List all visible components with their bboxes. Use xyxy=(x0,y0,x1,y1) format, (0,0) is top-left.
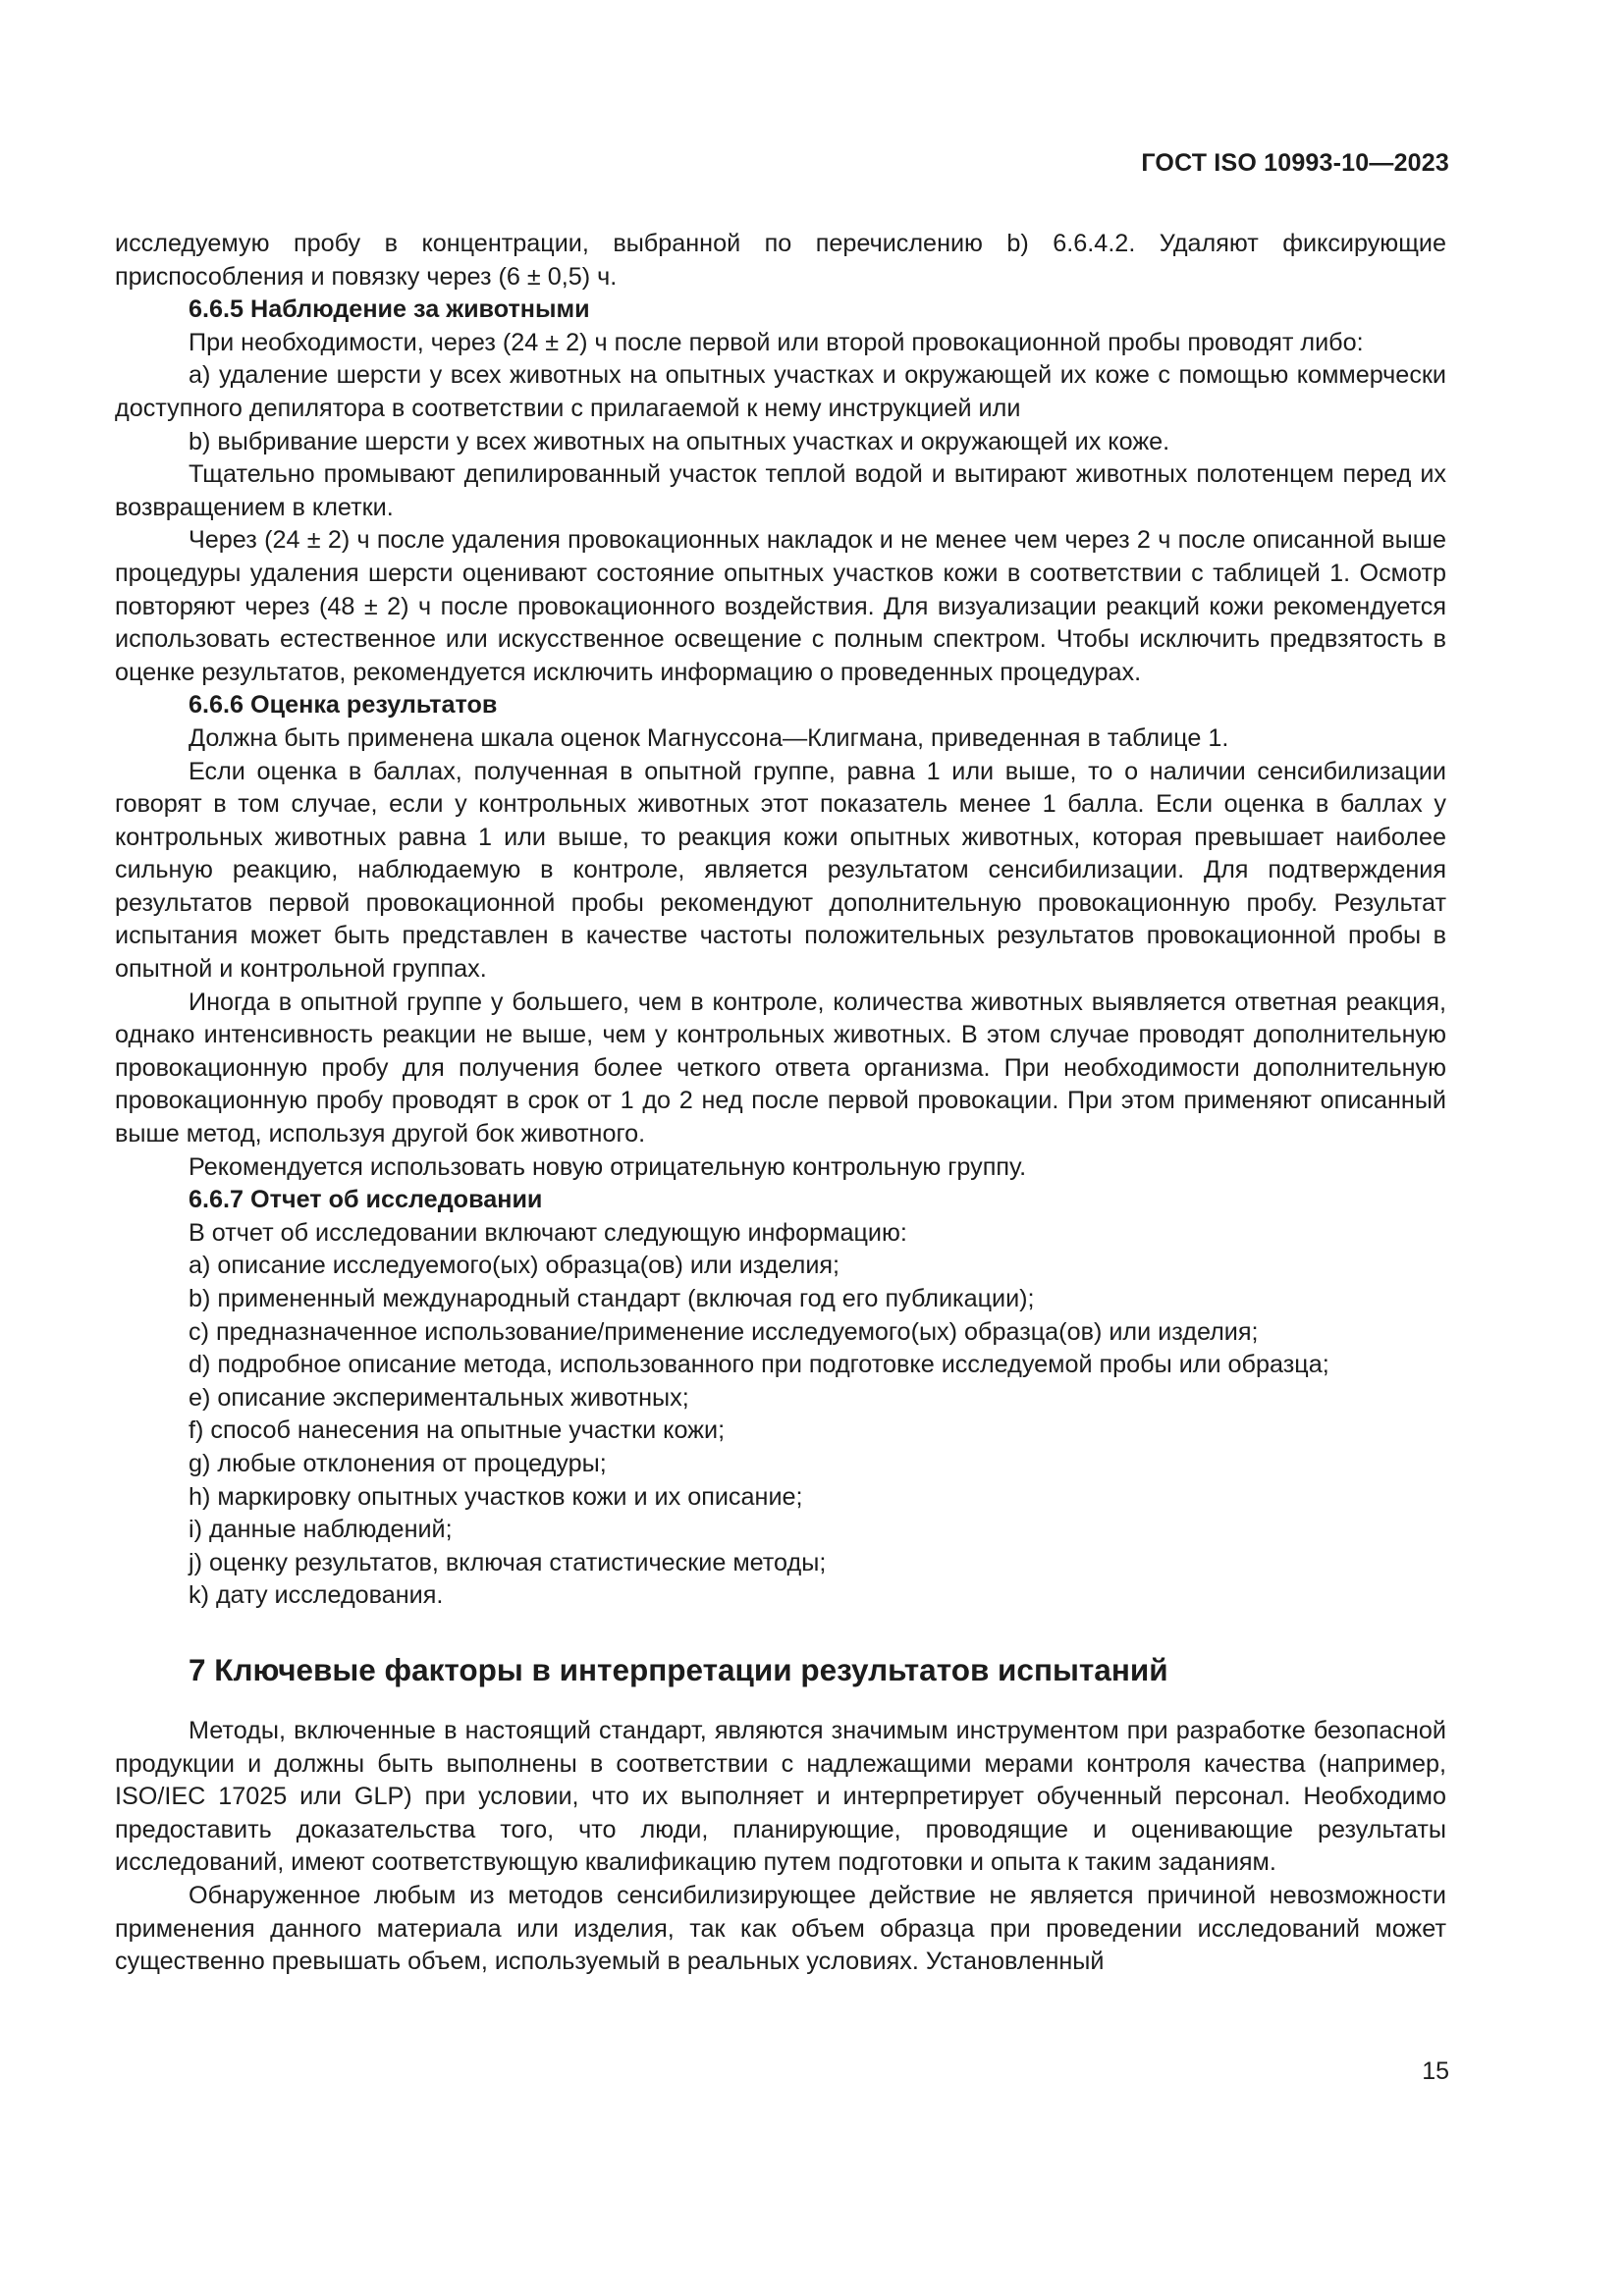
page-number: 15 xyxy=(1422,2057,1449,2085)
list-item: i) данные наблюдений; xyxy=(189,1516,453,1544)
list-item: В отчет об исследовании включают следующую информацию: xyxy=(189,1218,907,1247)
paragraph: Через (24 ± 2) ч после удаления провокационных накладок и не менее чем через 2 ч после описанной выше процедуры удаления шерсти оценивают состояние опытных участков кожи в соответствии с таблицей 1. Осмотр повторяют через (48 ± 2) ч после провокационного воздействия. Для визуализации реакций кожи рекомендуется использовать естественное или искусственное освещение с полным спектром. Чтобы исключить предвзятость в оценке результатов, рекомендуется исключить информацию о проведенных процедурах. xyxy=(115,526,1446,686)
paragraph: Должна быть применена шкала оценок Магнуссона—Клигмана, приведенная в таблице 1. xyxy=(189,723,1229,752)
paragraph: b) выбривание шерсти у всех животных на опытных участках и окружающей их коже. xyxy=(189,427,1170,455)
paragraph: Методы, включенные в настоящий стандарт, являются значимым инструментом при разработке безопасной продукции и должны быть выполнены в соответствии с надлежащими мерами контроля качества (например, ISO/IEC 17025 или GLP) при условии, что их выполняет и интерпретирует обученный персонал. Необходимо предоставить доказательства того, что люди, планирующие, проводящие и оценивающие результаты исследований, имеют соответствующую квалификацию путем подготовки и опыта к таким заданиям. xyxy=(115,1716,1446,1877)
paragraph: Тщательно промывают депилированный участок теплой водой и вытирают животных полотенцем перед их возвращением в клетки. xyxy=(115,460,1446,521)
list-item: j) оценку результатов, включая статистические методы; xyxy=(189,1548,827,1576)
subsection-heading: 6.6.7 Отчет об исследовании xyxy=(189,1186,543,1214)
subsection-heading: 6.6.5 Наблюдение за животными xyxy=(189,295,590,324)
section-heading: 7 Ключевые факторы в интерпретации результатов испытаний xyxy=(189,1651,1168,1687)
paragraph: Если оценка в баллах, полученная в опытной группе, равна 1 или выше, то о наличии сенсибилизации говорят в том случае, если у контрольных животных этот показатель менее 1 балла. Если оценка в баллах у контрольных животных равна 1 или выше, то реакция кожи опытных животных, которая превышает наиболее сильную реакцию, наблюдаемую в контроле, является результатом сенсибилизации. Для подтверждения результатов первой провокационной пробы рекомендуют дополнительную провокационную пробу. Результат испытания может быть представлен в качестве частоты положительных результатов провокационной пробы в опытной и контрольной группах. xyxy=(115,757,1446,984)
list-item: a) описание исследуемого(ых) образца(ов) или изделия; xyxy=(189,1252,840,1280)
list-item: k) дату исследования. xyxy=(189,1581,444,1610)
list-item: e) описание экспериментальных животных; xyxy=(189,1383,689,1412)
paragraph-continued: исследуемую пробу в концентрации, выбранной по перечислению b) 6.6.4.2. Удаляют фиксирующие приспособления и повязку через (6 ± 0,5) ч. xyxy=(115,230,1446,291)
document-body xyxy=(115,228,1446,1979)
list-item: g) любые отклонения от процедуры; xyxy=(189,1449,607,1477)
paragraph: Иногда в опытной группе у большего, чем в контроле, количества животных выявляется ответная реакция, однако интенсивность реакции не выше, чем у контрольных животных. В этом случае проводят дополнительную провокационную пробу для получения более четкого ответа организма. При необходимости дополнительную провокационную пробу проводят в срок от 1 до 2 нед после первой провокации. При этом применяют описанный выше метод, используя другой бок животного. xyxy=(115,988,1446,1148)
list-item: f) способ нанесения на опытные участки кожи; xyxy=(189,1416,726,1445)
document-header-id: ГОСТ ISO 10993-10—2023 xyxy=(1141,149,1449,177)
paragraph: Обнаруженное любым из методов сенсибилизирующее действие не является причиной невозможности применения данного материала или изделия, так как объем образца при проведении исследований может существенно превышать объем, используемый в реальных условиях. Установленный xyxy=(115,1881,1446,1976)
list-item: c) предназначенное использование/применение исследуемого(ых) образца(ов) или изделия; xyxy=(189,1317,1259,1346)
subsection-heading: 6.6.6 Оценка результатов xyxy=(189,691,498,720)
list-item: h) маркировку опытных участков кожи и их описание; xyxy=(189,1482,803,1511)
list-item: d) подробное описание метода, использованного при подготовке исследуемой пробы или образца; xyxy=(189,1351,1329,1379)
paragraph: При необходимости, через (24 ± 2) ч после первой или второй провокационной пробы проводят либо: xyxy=(189,328,1364,356)
list-item: b) примененный международный стандарт (включая год его публикации); xyxy=(189,1285,1035,1312)
paragraph: Рекомендуется использовать новую отрицательную контрольную группу. xyxy=(189,1152,1027,1181)
paragraph: а) удаление шерсти у всех животных на опытных участках и окружающей их коже с помощью коммерчески доступного депилятора в соответствии с прилагаемой к нему инструкцией или xyxy=(115,361,1446,422)
